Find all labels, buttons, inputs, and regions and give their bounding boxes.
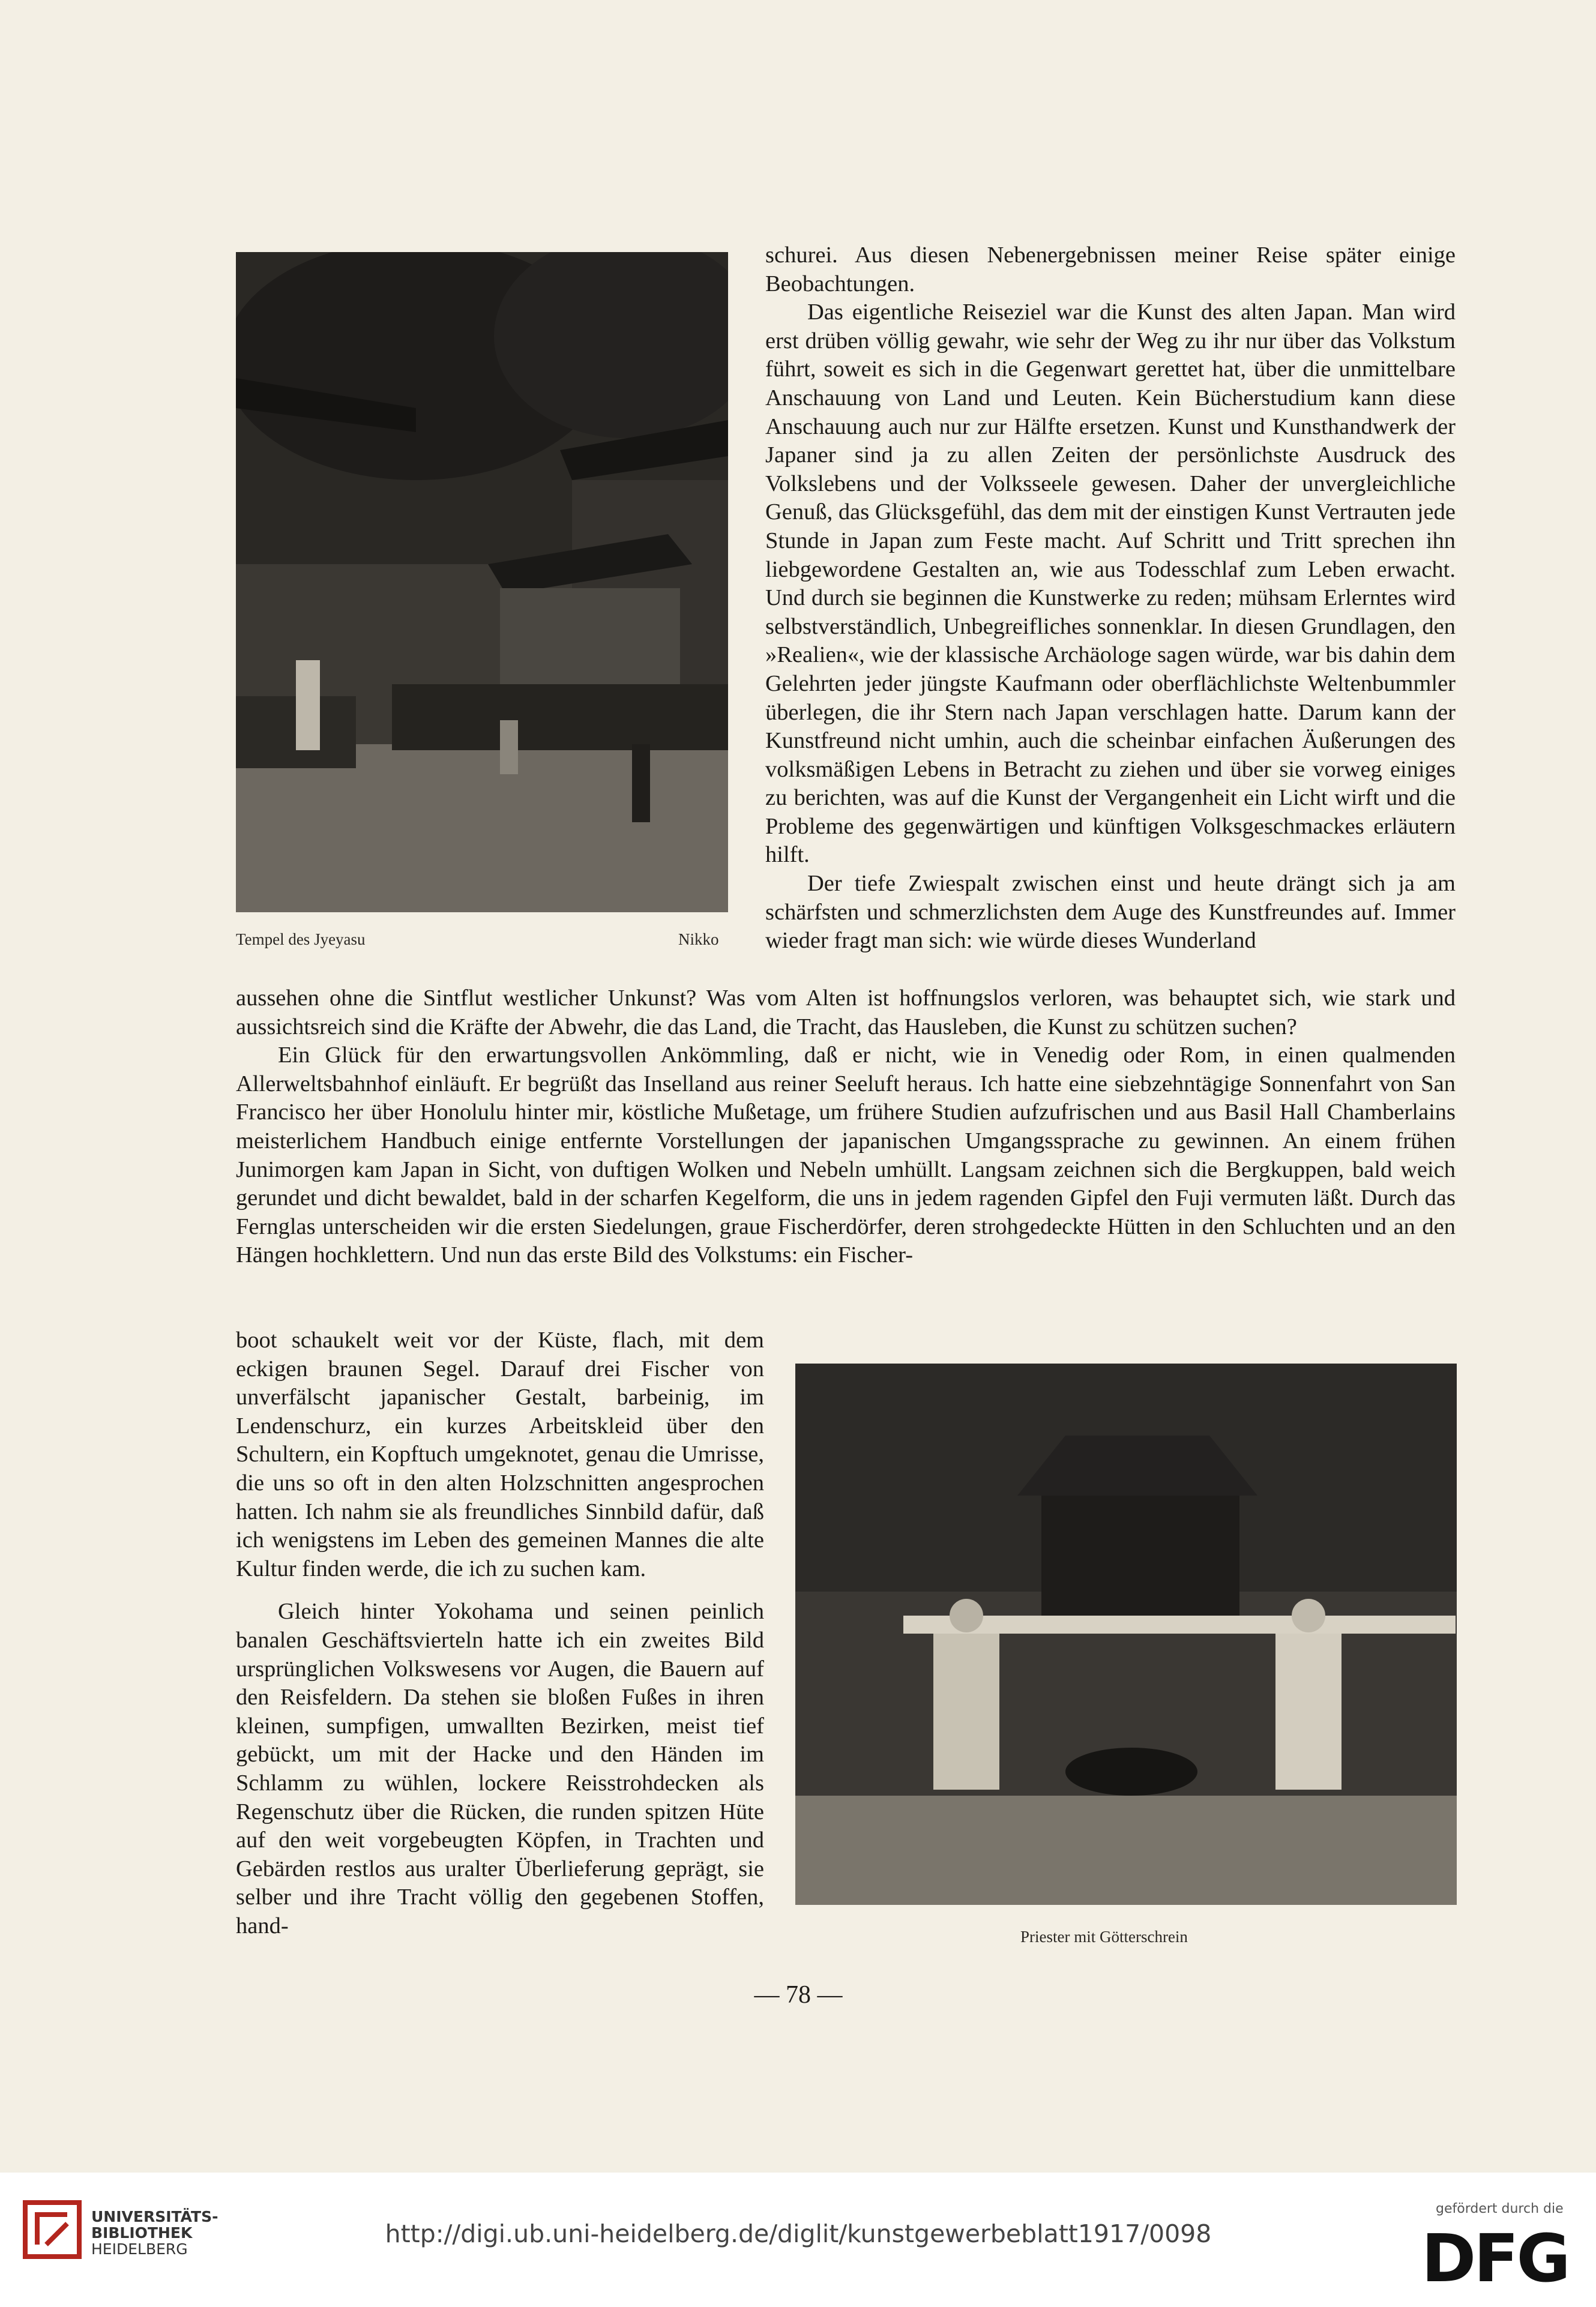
priests-shrine-illustration: [795, 1364, 1457, 1905]
paragraph: Ein Glück für den erwartungsvollen Ankömmling, daß er nicht, wie in Venedig oder Rom, in einen qualmenden Allerweltsbahnhof einläuft. Er begrüßt das Inselland aus reiner Seeluft heraus. Ich hatte eine siebzehntägige Sonnenfahrt von San Francisco her über Honolulu hinter mir, köstliche Mußetage, um frühere Studien aufzufrischen und aus Basil Hall Chamberlains meisterlichem Handbuch einige entfernte Vorstellungen der japanischen Umgangssprache zu gewinnen. An einem frühen Junimorgen kam Japan in Sicht, von duftigen Wolken und Nebeln umhüllt. Langsam zeichnen sich die Bergkuppen, bald weich gerundet und dicht bewaldet, bald in der scharfen Kegelform, die uns in jedem ragenden Gipfel den Fuji vermuten läßt. Durch das Fernglas unterscheiden wir die ersten Siedelungen, graue Fischerdörfer, deren strohgedeckte Hütten in den Schluchten und an den Hängen hochklettern. Und nun das erste Bild des Volkstums: ein Fischer-: [236, 1042, 1456, 1268]
library-name-line: BIBLIOTHEK: [91, 2224, 193, 2242]
source-url-link[interactable]: http://digi.ub.uni-heidelberg.de/diglit/kunstgewerbeblatt1917/0098: [385, 2219, 1212, 2248]
paragraph: Der tiefe Zwiespalt zwischen einst und heute drängt sich ja am schärfsten und schmerzlichsten dem Auge des Kunstfreundes auf. Immer wieder fragt man sich: wie würde dieses Wunderland: [765, 871, 1456, 954]
text-column-right: [765, 241, 1456, 955]
page-number: — 78 —: [754, 1981, 843, 2009]
paragraph: schurei. Aus diesen Nebenergebnissen meiner Reise später einige Beobachtungen.: [765, 242, 1456, 296]
figure-caption-left: Tempel des Jyeyasu: [236, 930, 366, 948]
temple-photo: [236, 252, 728, 912]
library-name: [91, 2209, 218, 2257]
temple-photo-illustration: [236, 252, 728, 912]
library-name-line: HEIDELBERG: [91, 2240, 188, 2258]
paragraph: boot schaukelt weit vor der Küste, flach, mit dem eckigen braunen Segel. Darauf drei Fischer von unverfälscht japanischer Gestalt, barbeinig, im Lendenschurz, ein kurzes Arbeitskleid über den Schultern, ein Kopftuch umgeknotet, genau die Umrisse, die uns so oft in den alten Holzschnitten angesprochen hatten. Ich nahm sie als freundliches Sinnbild dafür, daß ich wenigstens im Leben des gemeinen Mannes die alte Kultur finden werde, die ich zu suchen kam.: [236, 1328, 764, 1581]
figure-caption-right: Nikko: [678, 930, 719, 948]
university-library-logo-icon: [19, 2197, 85, 2263]
text-full-width: [236, 984, 1456, 1270]
figure-caption-bottom: Priester mit Götterschrein: [1020, 1928, 1188, 1946]
paragraph: Das eigentliche Reiseziel war die Kunst des alten Japan. Man wird erst drüben völlig gewahr, wie sehr der Weg zu ihr nur über das Volkstum führt, soweit es sich in die Gegenwart gerettet hat, über die unmittelbare Anschauung von Land und Leuten. Kein Bücherstudium kann diese Anschauung auch nur zur Hälfte ersetzen. Kunst und Kunsthandwerk der Japaner sind ja zu allen Zeiten der persönlichste Ausdruck des Volkslebens und der Volksseele gewesen. Daher der unvergleichliche Genuß, das Glücksgefühl, das dem mit der einstigen Kunst Vertrauten jede Stunde in Japan zum Feste macht. Auf Schritt und Tritt sprechen ihn liebgewordene Gestalten an, wie aus Todesschlaf zum Leben erwacht. Und durch sie beginnen die Kunstwerke zu reden; mühsam Erlerntes wird selbstverständlich, Unbegreifliches sonnenklar. In diesen Grundlagen, den »Realien«, wie der klassische Archäologe sagen würde, war bis dahin dem Gelehrten jeder jüngste Kaufmann oder oberflächlichste Weltenbummler überlegen, die ihr Stern nach Japan verschlagen hatte. Darum kann der Kunstfreund nicht umhin, auch die scheinbar einfachen Äußerungen des volksmäßigen Lebens in Betracht zu ziehen und über sie vorweg einiges zu berichten, was auf die Kunst der Vergangenheit ein Licht wirft und die Probleme des gegenwärtigen und künftigen Volksgeschmackes erläutern hilft.: [765, 299, 1456, 868]
funding-label: gefördert durch die: [1436, 2201, 1564, 2216]
dfg-logo: DFG: [1421, 2220, 1568, 2297]
text-column-left: [236, 1326, 764, 1940]
paragraph: Gleich hinter Yokohama und seinen peinlich banalen Geschäftsvierteln hatte ich ein zweites Bild ursprünglichen Volkswesens vor Augen, die Bauern auf den Reisfeldern. Da stehen sie bloßen Fußes in ihren kleinen, sumpfigen, umwallten Bezirken, meist tief gebückt, um mit der Hacke und den Händen im Schlamm zu wühlen, lockere Reisstrohdecken als Regenschutz über die Rücken, die runden spitzen Hüte auf den weit vorgebeugten Köpfen, in Trachten und Gebärden restlos aus uralter Überlieferung geprägt, sie selber und ihre Tracht völlig den gegebenen Stoffen, hand-: [236, 1599, 764, 1939]
library-name-line: UNIVERSITÄTS-: [91, 2208, 218, 2225]
paragraph: aussehen ohne die Sintflut westlicher Unkunst? Was vom Alten ist hoffnungslos verloren, was behauptet sich, wie stark und aussichtsreich sind die Kräfte der Abwehr, die das Land, die Tracht, das Hausleben, die Kunst zu schützen suchen?: [236, 985, 1456, 1039]
priests-shrine-photo: [795, 1364, 1457, 1905]
